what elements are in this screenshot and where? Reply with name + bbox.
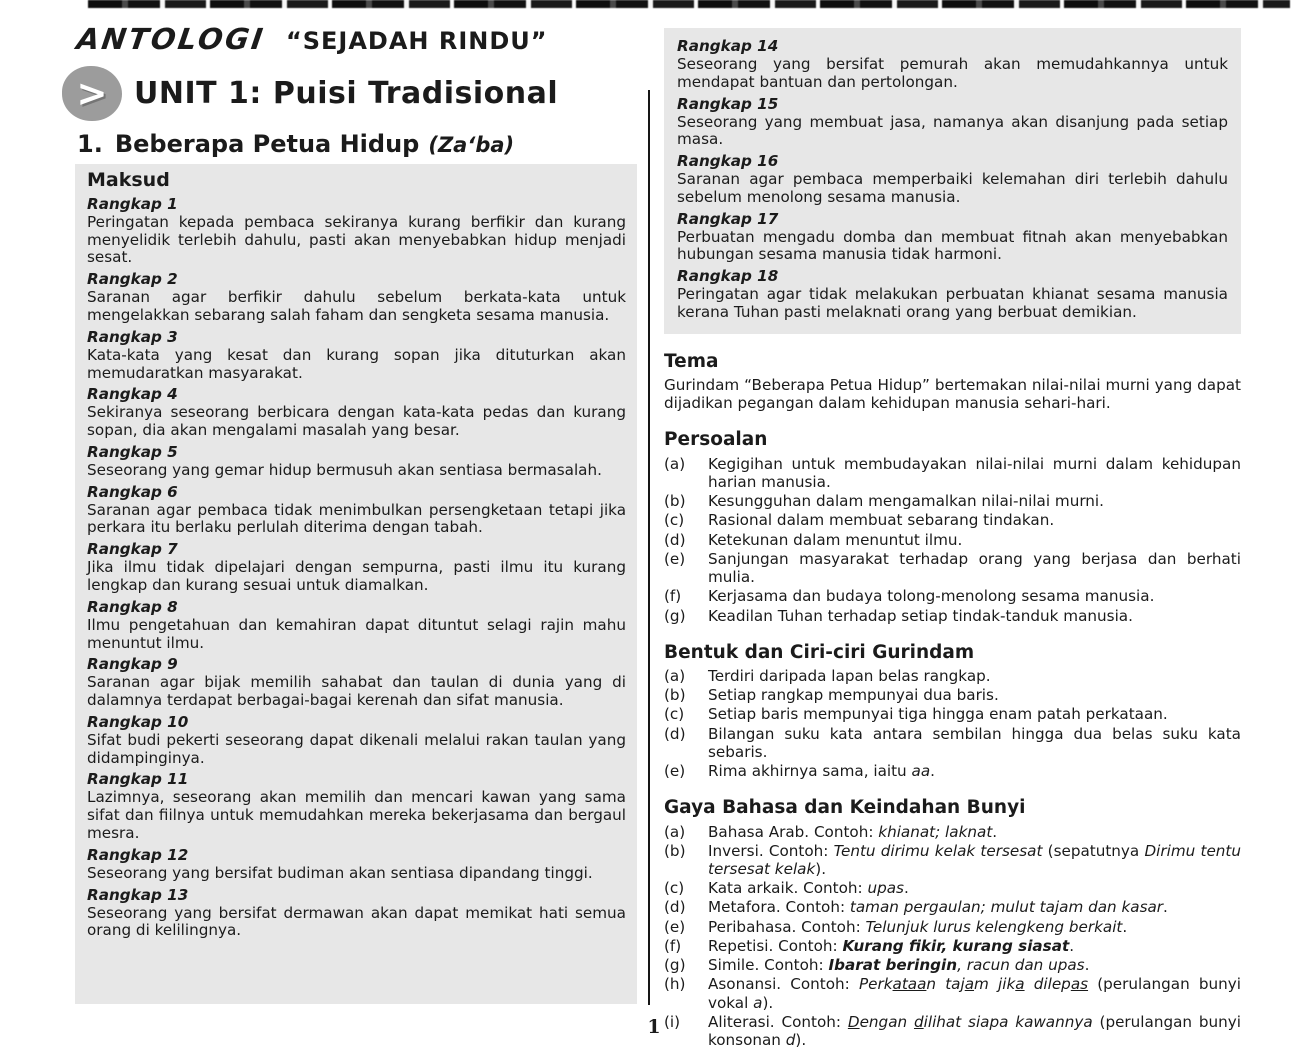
item-letter: (b) [664, 686, 686, 705]
section-gaya [664, 797, 1241, 1049]
lettered-list-item [664, 975, 1241, 1011]
item-text: Ketekunan dalam menuntut ilmu. [708, 530, 963, 549]
right-column [664, 28, 1241, 1049]
text-segment: Aliterasi. Contoh: [708, 1012, 848, 1031]
rangkap-list-left [87, 195, 626, 940]
item-text: Bilangan suku kata antara sembilan hingga dua belas suku kata sebaris. [708, 724, 1241, 761]
lettered-list-item [664, 531, 1241, 549]
series-title: “SEJADAH RINDU” [285, 27, 548, 55]
poem-title: Beberapa Petua Hidup [114, 130, 420, 158]
rangkap-item [87, 270, 626, 325]
item-text [708, 823, 1241, 841]
item-text: Terdiri daripada lapan belas rangkap. [708, 666, 991, 685]
rangkap-label: Rangkap 14 [677, 37, 779, 55]
item-text [708, 918, 1241, 936]
scan-artifact-strip [88, 0, 1290, 8]
text-segment: . [992, 822, 998, 841]
text-segment: ). [815, 860, 827, 879]
rangkap-text: Seseorang yang membuat jasa, namanya akan disanjung pada setiap masa. [677, 112, 1228, 149]
rangkap-label: Rangkap 16 [677, 152, 779, 171]
item-letter: (e) [664, 549, 686, 568]
text-segment: Telunjuk lurus kelengkeng berkait [865, 917, 1123, 936]
section-persoalan [664, 429, 1241, 624]
lettered-list-item [664, 937, 1241, 955]
tema-heading: Tema [664, 350, 719, 372]
item-text: Kegigihan untuk membudayakan nilai-nilai murni dalam kehidupan harian manusia. [708, 454, 1241, 491]
rangkap-text: Peringatan kepada pembaca sekiranya kurang berfikir dan kurang menyelidik terlebih dahulu, pasti akan menyebabkan hidup menjadi sesat. [87, 212, 626, 267]
rangkap-text: Saranan agar bijak memilih sahabat dan taulan di dunia yang di dalamnya terdapat berbagai-bagai kerenah dan sifat manusia. [87, 673, 626, 710]
rangkap-label: Rangkap 4 [87, 385, 178, 404]
rangkap-text: Saranan agar pembaca tidak menimbulkan persengketaan tetapi jika perkara itu berlaku perlulah diterima dengan tabah. [87, 500, 626, 537]
rangkap-label: Rangkap 17 [677, 209, 779, 228]
rangkap-label: Rangkap 10 [87, 712, 189, 731]
rangkap-text: Seseorang yang bersifat dermawan akan dapat memikat hati semua orang di kelilingnya. [87, 903, 626, 940]
rangkap-label: Rangkap 18 [677, 267, 779, 286]
text-segment: d [913, 1012, 924, 1031]
rangkap-label: Rangkap 7 [87, 540, 178, 559]
text-segment: Rima akhirnya sama, iaitu [708, 762, 912, 781]
text-segment: a [753, 993, 763, 1012]
text-segment: as [1070, 975, 1089, 994]
rangkap-item [87, 483, 626, 538]
item-text [708, 898, 1241, 916]
bentuk-heading: Bentuk dan Ciri-ciri Gurindam [664, 641, 975, 663]
rangkap-label: Rangkap 9 [87, 655, 178, 674]
lettered-list-item [664, 705, 1241, 723]
rangkap-item [87, 598, 626, 653]
persoalan-heading: Persoalan [664, 429, 768, 451]
item-text: Sanjungan masyarakat terhadap orang yang berjasa dan berhati mulia. [708, 549, 1241, 587]
text-segment: Metafora. Contoh: [708, 898, 850, 917]
lettered-list-item [664, 587, 1241, 605]
lettered-list-item [664, 455, 1241, 491]
text-segment: m jik [974, 975, 1016, 994]
item-letter: (g) [664, 956, 686, 975]
item-letter: (f) [664, 587, 682, 606]
rangkap-label: Rangkap 3 [87, 327, 178, 346]
item-letter: (b) [664, 841, 686, 860]
rangkap-item [87, 770, 626, 842]
item-letter: (a) [664, 822, 686, 841]
item-letter: (d) [664, 724, 686, 743]
text-segment: Peribahasa. Contoh: [708, 917, 866, 936]
rangkap-item [87, 846, 626, 883]
text-segment: ). [762, 993, 774, 1012]
lettered-list-item [664, 762, 1241, 780]
rangkap-label: Rangkap 15 [677, 94, 779, 113]
text-segment: . [1163, 898, 1168, 917]
text-segment: . [1122, 917, 1128, 936]
rangkap-item [677, 152, 1228, 207]
rangkap-label: Rangkap 2 [87, 270, 178, 289]
rangkap-item [87, 886, 626, 941]
item-letter: (d) [664, 898, 686, 917]
text-segment: ataa [892, 975, 927, 994]
series-label: ANTOLOGI [74, 22, 268, 56]
text-segment: , racun dan upas [957, 956, 1085, 975]
item-letter: (c) [664, 705, 685, 724]
text-segment: a [1015, 975, 1025, 994]
rangkap-item [87, 443, 626, 480]
lettered-list-item [664, 879, 1241, 897]
item-letter: (e) [664, 762, 686, 781]
text-segment: (perulangan bunyi vokal [708, 975, 1242, 1012]
text-segment: (sepatutnya [1042, 841, 1145, 860]
rangkap-text: Perbuatan mengadu domba dan membuat fitnah akan menyebabkan hubungan sesama manusia tidak harmoni. [677, 227, 1228, 264]
rangkap-item [87, 713, 626, 768]
item-text [708, 956, 1241, 974]
text-segment: Simile. Contoh: [708, 956, 829, 975]
item-text [708, 879, 1241, 897]
rangkap-text: Kata-kata yang kesat dan kurang sopan jika dituturkan akan memudaratkan masyarakat. [87, 345, 626, 382]
lettered-list-item [664, 667, 1241, 685]
item-text [708, 937, 1241, 955]
lettered-list-item [664, 956, 1241, 974]
lettered-list-item [664, 492, 1241, 510]
rangkap-label: Rangkap 13 [87, 885, 189, 904]
text-segment: . [1084, 956, 1090, 975]
text-segment: Bahasa Arab. Contoh: [708, 822, 879, 841]
text-segment: . [930, 762, 935, 781]
tema-text: Gurindam “Beberapa Petua Hidup” bertemakan nilai-nilai murni yang dapat dijadikan pegangan dalam kehidupan manusia sehari-hari. [664, 376, 1241, 413]
rangkap-text: Sekiranya seseorang berbicara dengan kata-kata pedas dan kurang sopan, dia akan mengalami masalah yang besar. [87, 403, 626, 440]
text-segment: ilihat siapa kawannya [923, 1012, 1093, 1031]
rangkap-item [677, 210, 1228, 265]
rangkap-label: Rangkap 12 [87, 845, 189, 864]
rangkap-item [677, 37, 1228, 92]
text-segment: . [1069, 936, 1075, 955]
item-text [708, 762, 1241, 780]
unit-title: UNIT 1: Puisi Tradisional [134, 76, 559, 111]
gaya-heading: Gaya Bahasa dan Keindahan Bunyi [664, 797, 1026, 819]
text-segment: Inversi. Contoh: [708, 841, 834, 860]
maksud-box [75, 164, 637, 1004]
lettered-list-item [664, 511, 1241, 529]
text-segment: Tentu dirimu kelak tersesat [833, 841, 1043, 860]
chevron-right-icon: > [62, 66, 122, 121]
rangkap-box-right [664, 28, 1241, 334]
text-segment: D [847, 1012, 860, 1031]
text-segment: Ibarat beringin [828, 956, 958, 975]
item-letter: (e) [664, 917, 686, 936]
item-letter: (c) [664, 511, 685, 530]
item-text: Kerjasama dan budaya tolong-menolong sesama manusia. [708, 587, 1155, 606]
lettered-list-item [664, 607, 1241, 625]
text-segment: Kata arkaik. Contoh: [708, 879, 868, 898]
rangkap-text: Saranan agar pembaca memperbaiki kelemahan diri terlebih dahulu sebelum menolong sesama manusia. [677, 170, 1228, 206]
rangkap-text: Lazimnya, seseorang akan memilih dan mencari kawan yang sama sifat dan fiilnya untuk memudahkan mereka bekerjasama dan bergaul mesra. [87, 788, 626, 843]
text-segment: Kurang fikir, kurang siasat [842, 936, 1070, 955]
section-bentuk [664, 642, 1241, 781]
rangkap-item [677, 267, 1228, 322]
rangkap-label: Rangkap 11 [87, 770, 189, 789]
text-segment: d [785, 1031, 796, 1050]
bentuk-list [664, 667, 1241, 780]
maksud-heading: Maksud [87, 169, 170, 191]
text-segment: taman pergaulan; mulut tajam dan kasar [849, 898, 1164, 917]
item-letter: (b) [664, 492, 686, 511]
rangkap-label: Rangkap 1 [87, 194, 178, 213]
item-letter: (c) [664, 879, 685, 898]
text-segment: dilep [1024, 975, 1071, 994]
item-letter: (g) [664, 606, 686, 625]
text-segment: a [964, 975, 975, 994]
item-text: Keadilan Tuhan terhadap setiap tindak-tanduk manusia. [708, 606, 1133, 625]
rangkap-text: Ilmu pengetahuan dan kemahiran dapat dituntut selagi rajin mahu menuntut ilmu. [87, 615, 626, 652]
unit-header [62, 66, 558, 121]
rangkap-item [87, 655, 626, 710]
item-letter: (a) [664, 454, 686, 473]
section-tema [664, 351, 1241, 413]
rangkap-item [87, 385, 626, 440]
text-segment: Dirimu tentu tersesat kelak [708, 841, 1241, 879]
item-letter: (d) [664, 530, 686, 549]
lettered-list-item [664, 898, 1241, 916]
item-letter: (h) [664, 975, 686, 994]
lettered-list-item [664, 823, 1241, 841]
rangkap-label: Rangkap 6 [87, 482, 178, 501]
lettered-list-item [664, 918, 1241, 936]
text-segment: ). [795, 1031, 807, 1050]
antology-header [74, 22, 548, 56]
text-segment: Perk [858, 975, 893, 994]
item-text [708, 975, 1241, 1011]
text-segment: khianat; laknat [878, 822, 993, 841]
rangkap-label: Rangkap 8 [87, 597, 178, 616]
lettered-list-item [664, 842, 1241, 878]
lettered-list-item [664, 550, 1241, 586]
poem-heading [77, 130, 514, 158]
item-letter: (f) [664, 936, 682, 955]
item-text [708, 842, 1241, 878]
rangkap-label: Rangkap 5 [87, 442, 178, 461]
text-segment: aa [911, 762, 931, 781]
text-segment: . [903, 879, 909, 898]
persoalan-list [664, 455, 1241, 625]
rangkap-text: Peringatan agar tidak melakukan perbuatan khianat sesama manusia kerana Tuhan pasti melaknati orang yang berbuat demikian. [677, 285, 1228, 322]
page-number: 1 [647, 1016, 661, 1038]
rangkap-item [87, 328, 626, 383]
rangkap-text: Seseorang yang bersifat budiman akan sentiasa dipandang tinggi. [87, 863, 593, 882]
item-text: Setiap baris mempunyai tiga hingga enam patah perkataan. [708, 705, 1168, 724]
rangkap-text: Sifat budi pekerti seseorang dapat dikenali melalui rakan taulan yang didampinginya. [87, 730, 626, 767]
text-segment: n taj [926, 975, 965, 994]
item-text: Rasional dalam membuat sebarang tindakan. [708, 511, 1055, 530]
lettered-list-item [664, 686, 1241, 704]
text-segment: (perulangan bunyi konsonan [708, 1012, 1241, 1050]
rangkap-text: Seseorang yang bersifat pemurah akan memudahkannya untuk mendapat bantuan dan pertolongan. [677, 55, 1228, 91]
rangkap-item [677, 95, 1228, 150]
poem-number: 1. [77, 130, 103, 158]
rangkap-item [87, 540, 626, 595]
rangkap-text: Seseorang yang gemar hidup bermusuh akan sentiasa bermasalah. [87, 460, 602, 479]
text-segment: upas [867, 879, 904, 898]
rangkap-item [87, 195, 626, 267]
rangkap-text: Jika ilmu tidak dipelajari dengan sempurna, pasti ilmu itu kurang lengkap dan kurang sesuai untuk diamalkan. [87, 558, 626, 594]
rangkap-list-right [677, 37, 1228, 322]
item-text: Setiap rangkap mempunyai dua baris. [708, 686, 999, 705]
lettered-list-item [664, 725, 1241, 761]
item-letter: (a) [664, 666, 686, 685]
item-text: Kesungguhan dalam mengamalkan nilai-nilai murni. [708, 492, 1104, 511]
text-segment: Asonansi. Contoh: [708, 975, 859, 994]
poem-author: (Za‘ba) [428, 133, 515, 157]
item-letter: (i) [664, 1012, 681, 1031]
column-divider [648, 90, 650, 1005]
rangkap-text: Saranan agar berfikir dahulu sebelum berkata-kata untuk mengelakkan sebarang salah faham dan sengketa sesama manusia. [87, 288, 626, 324]
text-segment: Repetisi. Contoh: [708, 936, 843, 955]
text-segment: engan [859, 1012, 914, 1031]
